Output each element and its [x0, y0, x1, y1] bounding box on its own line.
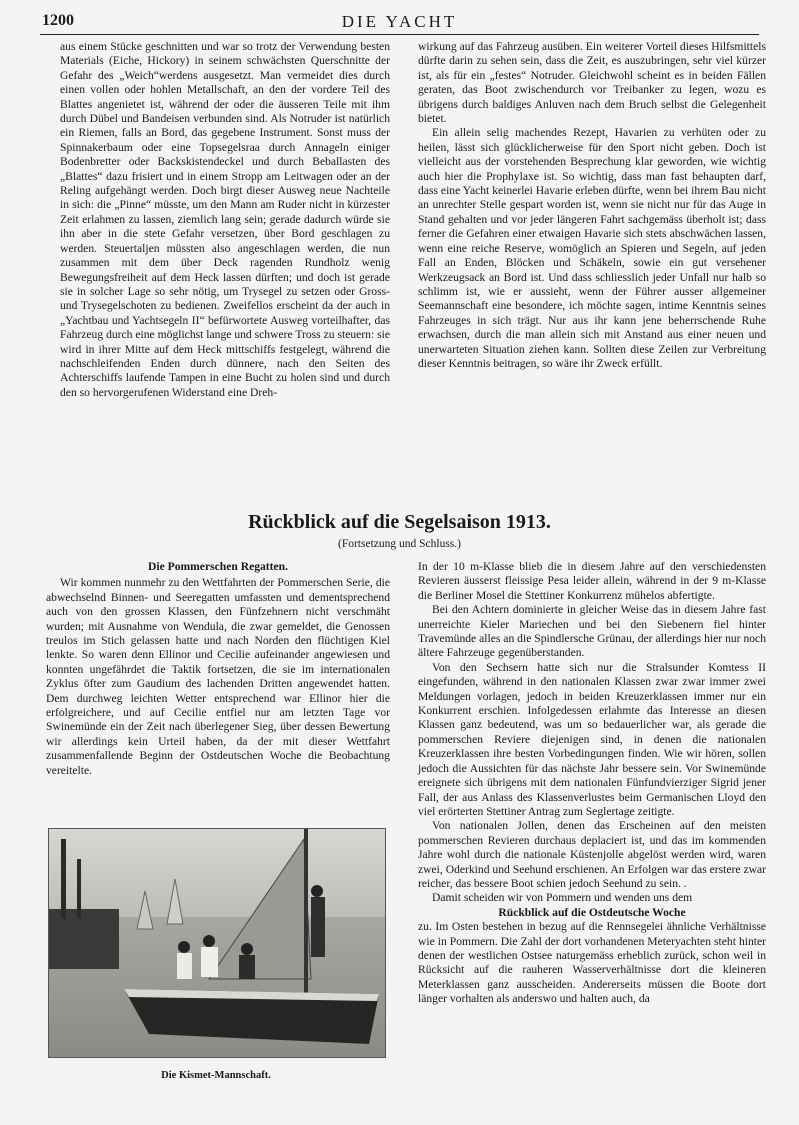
paragraph: Von den Sechsern hatte sich nur die Stralsunder Komtess II eingefunden, während in den nationalen Klassen zwar zwar immer zwei Meldungen vorlagen, jedoch in beiden Kreuzerklassen immer nur ein Konkurrent erschien. Infolgedessen erlahmte das Interesse an diesen Klassen ganz bedeutend, was um so bedauerlicher war, als gerade die pommerschen Reviere diejenigen sind, in denen die nationalen Kreuzerklassen ihre besten Vorbedingungen finden. Wie wir hören, sollen jedoch die Aussichten für das nächste Jahr bessere sein. Vor Swinemünde ereignete sich übrigens mit dem nationalen Fünfundvierziger Sigrid jener Fall, der aus Anlass des Klassenverlustes beim Germanischen Lloyd den viel erörterten Stettiner Antrag zum Seglertage zeitigte. [418, 660, 766, 818]
paragraph: zu. Im Osten bestehen in bezug auf die Rennsegelei ähnliche Verhältnisse wie in Pommern. Die Zahl der dort vorhandenen Meteryachten steht hinter denen der westlichen Ostsee naturgemäss erheblich zurück, schon weil in Rücksicht auf die rauheren Wasserverhältnisse dort die kleineren Meterklassen ganz ausscheiden. Andererseits müssen die Boote dort länger vorhalten als anderswo und halten auch, da [418, 920, 766, 1006]
photo-caption: Die Kismet-Mannschaft. [161, 1070, 271, 1081]
page-number: 1200 [42, 12, 74, 29]
top-right-column [418, 40, 766, 371]
paragraph: aus einem Stücke geschnitten und war so trotz der Verwendung besten Materials (Eiche, Hickory) in seinem schwächsten Querschnitte der Gefahr des „Weich“werdens ausgesetzt. Man vermeidet dies durch einen vollen oder hohlen Metallschaft, an den der vordere Teil des Blattes angenietet ist, während der oder die äusseren Teile mit ihm durch Dübel und Bandeisen verbunden sind. Als Notruder ist natürlich ein Riemen, falls an Bord, das gegebene Instrument. Sonst muss der Spinnakerbaum oder eine Topsegelsraa durch Annageln einiger Bodenbretter oder Backskistendeckel und durch Beballasten des „Blattes“ dazu frisiert und in einem Stropp am Leitwagen oder an der Reling aufgehängt werden. Doch birgt dieser Ausweg neue Nachteile in sich: die „Pinne“ müsste, um den Mann am Ruder nicht in kürzester Zeit erlahmen zu lassen, ziemlich lang sein; gerade dadurch würde sie ihn aber in die stete Gefahr versetzen, über Bord geschlagen zu werden. Steuertaljen müssten also angeschlagen werden, die nun zusammen mit dem über Deck ragenden Rundholz wenig Bewegungsfreiheit auf dem Heck lassen dürften; und doch ist gerade sie in solcher Lage so sehr nötig, um Trysegel zu setzen oder Gross- und Trysegelschoten zu bedienen. Zweifellos erscheint da der auch in „Yachtbau und Yachtsegeln II“ befürwortete Ausweg vorteilhafter, das Fahrzeug durch eine möglichst lange und schwere Tross zu steuern: sie wird in ihrer Mitte auf dem Heck mittschiffs festgelegt, während die nachschleifenden Enden durch dünnere, nach den Seiten des Achterschiffs laufende Tampen in eine Bucht zu holen sind und durch den so hervorgerufenen Widerstand eine Dreh- [60, 40, 390, 399]
paragraph: Von nationalen Jollen, denen das Erscheinen auf den meisten pommerschen Revieren durchaus deplaciert ist, und das im kommenden Jahre wohl durch die nationale Küstenjolle abgelöst werden wird, waren zwei, Oderkind und Seehund erschienen. An Erfolgen war das erstere zwar reicher, das bessere Boot schien jedoch Seehund zu sein. . [418, 819, 766, 890]
paragraph: Wir kommen nunmehr zu den Wettfahrten der Pommerschen Serie, die abwechselnd Binnen- und Seeregatten umfassten und dementsprechend auch von den grossen Klassen, den Fünfzehnern nicht verschmäht wurden; mit Ausnahme von Wendula, die zwar gemeldet, die Genossen treulos im Stich gelassen hatte und nach Norden den flüchtigen Kiel lenkte. So waren denn Ellinor und Cecilie aufeinander angewiesen und konnten ungefährdet die Taktik fortsetzen, die sie im internationalen Zyklus öfter zum Gaudium des lachenden Dritten angewendet hatten. Dem durchweg leichten Wetter entsprechend war Ellinor hier die erfolgreichere, und auf Cecilie entfiel nur am letzten Tage vor Swinemünde ein der Zeit nach überlegener Sieg, über dessen Bewertung wir allerdings kein Urteil haben, da der mit dieser Wettfahrt zusammenfallende Beginn der Ostdeutschen Woche die Beobachtung vereitelte. [46, 576, 390, 777]
sailboat-photo [49, 829, 385, 1057]
article-right-column [418, 560, 766, 1007]
section-heading: Die Pommerschen Regatten. [147, 560, 289, 573]
article-left-column [46, 560, 390, 778]
paragraph: In der 10 m-Klasse blieb die in diesem Jahre auf den verschiedensten Revieren äusserst fleissige Pesa leider allein, während in der 9 m-Klasse die Berliner Mosel die Stettiner Konkurrenz mühelos abfertigte. [418, 560, 766, 602]
header-rule [40, 34, 759, 35]
top-left-column [60, 40, 390, 400]
article-subtitle: (Fortsetzung und Schluss.) [338, 538, 461, 550]
photo [48, 828, 386, 1058]
paragraph: Ein allein selig machendes Rezept, Havarien zu verhüten oder zu heilen, lässt sich glücklicherweise für den Sport nicht geben. Doch ist vielleicht aus der vorstehenden Besprechung klar geworden, wie wichtig auch hier die Prophylaxe ist. So wichtig, dass man fast behaupten darf, dass eine Yacht keinerlei Havarie erleben dürfte, wenn bei ihrem Bau nicht an unrechter Stelle gespart worden ist, wenn sie nicht nur für das Auge in Stand gehalten und vor jeder längeren Fahrt sachgemäss überholt ist; dass ferner die Gefahren einer etwaigen Havarie sich stets abschwächen lassen, wenn eine reiche Reserve, womöglich an Spieren und Segeln, auf jeden Fall an Enden, Blöcken und Schäkeln, sowie ein gut versehener Werkzeugsack an Bord ist. Und dass schliesslich jeder Unfall nur halb so schlimm ist, wie er aussieht, wenn der Führer ausser allgemeiner Seemannschaft eine besondere, ich möchte sagen, intime Kenntnis seines Fahrzeuges in sich trägt. Nur aus ihr kann jene beherrschende Ruhe erwachsen, durch die man allein sich mit Anstand aus einer neuen und unerwarteten Situation ziehen kann. Sollten diese Zeilen zur Verbreitung dieser Kenntnis beitragen, so wäre ihr Zweck erfüllt. [418, 126, 766, 370]
paragraph: Bei den Achtern dominierte in gleicher Weise das in diesem Jahre fast unerreichte Kieler Mariechen und bei den Siebenern fiel hinter Travemünde alles an die Spindlersche Grünau, der allerdings hier nur noch ältere Fahrzeuge gegenüberstanden. [418, 603, 766, 660]
article-title: Rückblick auf die Segelsaison 1913. [248, 511, 551, 533]
paragraph: Damit scheiden wir von Pommern und wenden uns dem [432, 891, 693, 905]
paragraph: wirkung auf das Fahrzeug ausüben. Ein weiterer Vorteil dieses Hilfsmittels dürfte darin zu sehen sein, dass die Zeit, es auszubringen, sehr viel kürzer ist, als für ein „festes“ Notruder. Gleichwohl scheint es in beiden Fällen geraten, das Boot zwischendurch vor Treibanker zu legen, wozu es übrigens durch baldiges Anluven nach dem Bruch selbst die Gelegenheit bietet. [418, 40, 766, 126]
running-head: DIE YACHT [341, 12, 458, 31]
inline-heading: Rückblick auf die Ostdeutsche Woche [498, 905, 686, 919]
